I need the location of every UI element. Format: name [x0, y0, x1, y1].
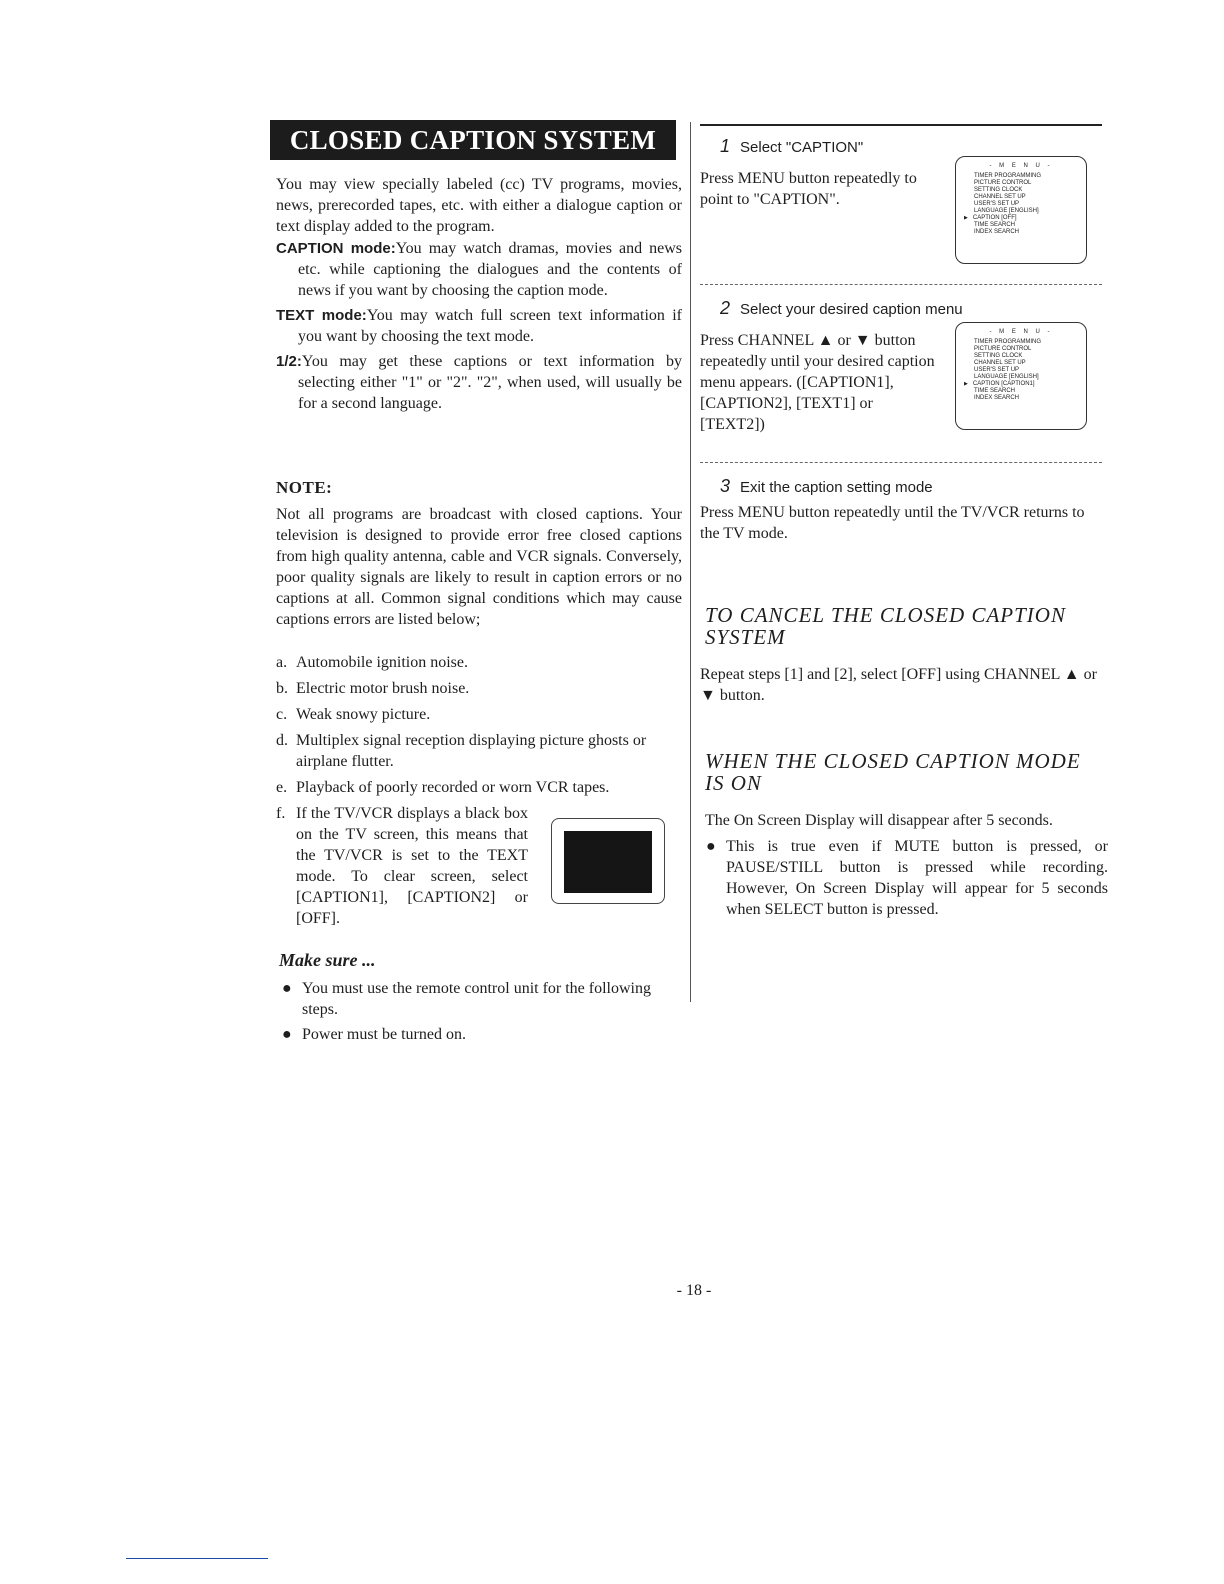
mode-1-2: [276, 351, 682, 414]
tv-black-box-illustration: [551, 818, 665, 904]
mode-label: CAPTION mode:: [276, 240, 396, 257]
list-item: d. Multiplex signal reception displaying picture ghosts or airplane flutter.: [276, 732, 647, 770]
list-item: b. Electric motor brush noise.: [276, 680, 470, 697]
when-on-list: [706, 836, 1108, 920]
title-banner: [270, 120, 676, 160]
mode-text-mode: [276, 305, 682, 347]
menu-screen-1: - M E N U - TIMER PROGRAMMING PICTURE CONTROL SETTING CLOCK CHANNEL SET UP USER'S SET UP LANGUAGE [ENGLISH] ▶ CAPTION [OFF] TIME SEARCH INDEX SEARCH: [955, 156, 1087, 264]
footnote-rule: [126, 1558, 268, 1559]
mode-label: 1/2:: [276, 353, 302, 370]
mode-caption: [276, 238, 682, 301]
make-sure-list: [282, 978, 686, 1045]
step-1-heading: 1 Select "CAPTION": [720, 136, 864, 156]
bullet-icon: ●: [282, 1026, 292, 1043]
list-item: a. Automobile ignition noise.: [276, 654, 468, 671]
mode-text: You may watch full screen text information if you want by choosing the text mode.: [298, 307, 682, 345]
bullet-icon: ●: [706, 838, 716, 855]
list-item: ● You must use the remote control unit for the following steps.: [282, 980, 651, 1018]
list-item: f. If the TV/VCR displays a black box on the TV screen, this means that the TV/VCR is set to the TEXT mode. To clear screen, select [CAPTION1], [CAPTION2] or [OFF].: [276, 805, 528, 927]
black-screen: [564, 831, 652, 893]
section-rule: [700, 124, 1102, 126]
when-on-heading: WHEN THE CLOSED CAPTION MODE IS ON: [705, 749, 1081, 795]
page-number: - 18 -: [676, 1282, 712, 1299]
mode-text: You may get these captions or text information by selecting either "1" or "2". "2", when used, will usually be for a second language.: [298, 353, 682, 412]
column-divider: [690, 122, 691, 1002]
when-on-text: The On Screen Display will disappear after 5 seconds.: [705, 812, 1053, 829]
step-3-heading: 3 Exit the caption setting mode: [720, 476, 933, 496]
list-item: c. Weak snowy picture.: [276, 706, 431, 723]
note-paragraph: Not all programs are broadcast with closed captions. Your television is designed to provide error free closed captions from high quality antenna, cable and VCR signals. Conversely, poor quality signals are likely to result in caption errors or no captions at all. Common signal conditions which may cause captions errors are listed below;: [276, 506, 682, 628]
step-3-text: Press MENU button repeatedly until the TV/VCR returns to the TV mode.: [700, 504, 1085, 542]
list-item: e. Playback of poorly recorded or worn VCR tapes.: [276, 779, 610, 796]
list-item: ● Power must be turned on.: [282, 1026, 466, 1043]
page-title: CLOSED CAPTION SYSTEM: [289, 124, 657, 155]
list-item: ● This is true even if MUTE button is pressed, or PAUSE/STILL button is pressed while recording. However, On Screen Display will appear for 5 seconds when SELECT button is pressed.: [706, 838, 1108, 918]
step-1-text: Press MENU button repeatedly to point to "CAPTION".: [700, 170, 917, 208]
bullet-icon: ●: [282, 980, 292, 997]
cancel-heading: TO CANCEL THE CLOSED CAPTION SYSTEM: [705, 603, 1066, 649]
section-rule: [700, 462, 1102, 463]
modes-list: [276, 238, 682, 414]
section-rule: [700, 284, 1102, 285]
step-2-heading: 2 Select your desired caption menu: [720, 298, 963, 318]
cancel-text: Repeat steps [1] and [2], select [OFF] using CHANNEL ▲ or ▼ button.: [700, 666, 1097, 704]
step-2-text: Press CHANNEL ▲ or ▼ button repeatedly until your desired caption menu appears. ([CAPTION1], [CAPTION2], [TEXT1] or [TEXT2]): [700, 332, 935, 433]
make-sure-heading: Make sure ...: [279, 950, 376, 970]
mode-label: TEXT mode:: [276, 307, 367, 324]
note-heading: NOTE:: [276, 478, 333, 497]
menu-screen-2: - M E N U - TIMER PROGRAMMING PICTURE CONTROL SETTING CLOCK CHANNEL SET UP USER'S SET UP LANGUAGE [ENGLISH] ▶ CAPTION [CAPTION1] TIME SEARCH INDEX SEARCH: [955, 322, 1087, 430]
intro-paragraph: You may view specially labeled (cc) TV programs, movies, news, prerecorded tapes, etc. with either a dialogue caption or text display added to the program.: [276, 176, 682, 235]
mode-text: You may watch dramas, movies and news etc. while captioning the dialogues and the contents of news if you want by choosing the caption mode.: [298, 240, 682, 299]
